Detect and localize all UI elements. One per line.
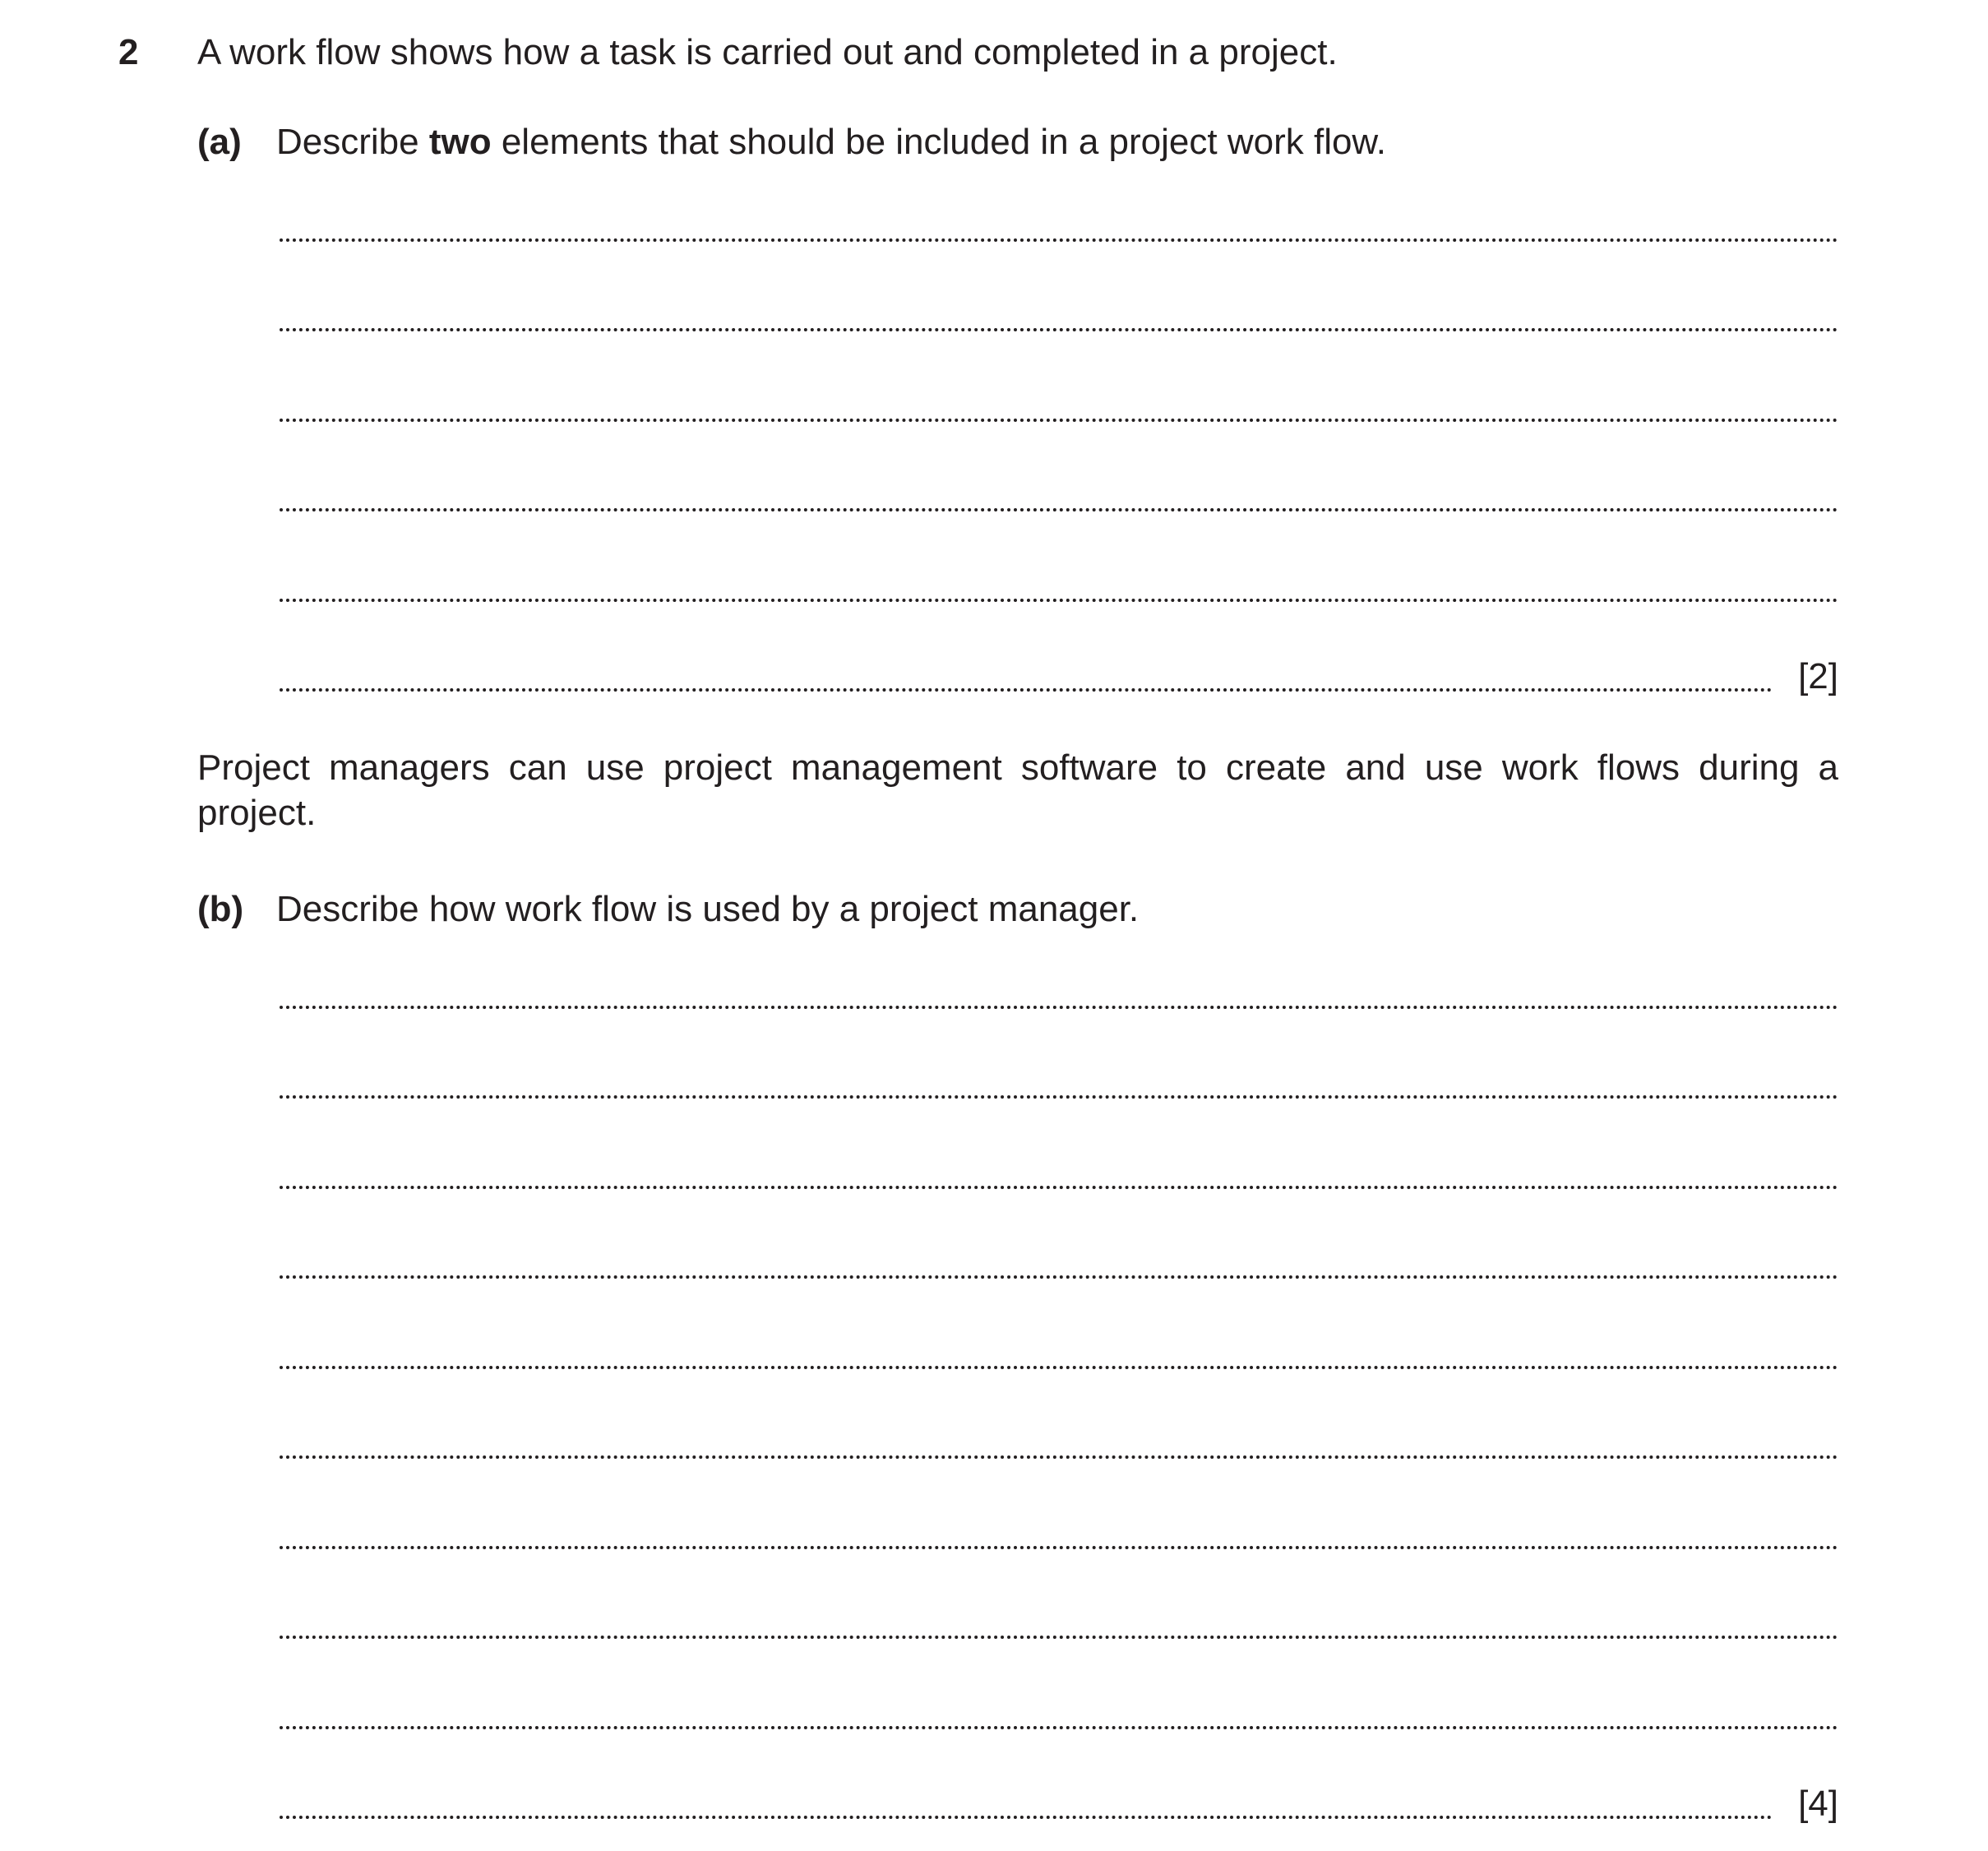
part-b-answer-line[interactable] bbox=[280, 919, 1838, 1009]
part-a-answer-line[interactable] bbox=[280, 151, 1838, 242]
part-a-answer-line[interactable] bbox=[280, 422, 1838, 512]
part-a-prompt-emphasis: two bbox=[428, 122, 492, 162]
part-b-label: (b) bbox=[197, 889, 244, 929]
part-b-answer-line[interactable] bbox=[280, 1729, 1838, 1824]
part-b-answer-line[interactable] bbox=[280, 1369, 1838, 1460]
dotted-rule bbox=[280, 1816, 1773, 1819]
dotted-rule bbox=[280, 688, 1773, 692]
part-a-answer-line[interactable] bbox=[280, 331, 1838, 422]
part-b-answer-area[interactable] bbox=[280, 919, 1838, 1824]
part-b-answer-line[interactable] bbox=[280, 1279, 1838, 1369]
part-a-answer-area[interactable] bbox=[280, 151, 1838, 696]
part-b-answer-line[interactable] bbox=[280, 1009, 1838, 1099]
part-a-prompt-end: elements that should be included in a project work flow. bbox=[491, 122, 1387, 162]
part-b-prompt: Describe how work flow is used by a project manager. bbox=[276, 889, 1140, 929]
part-b-answer-line[interactable] bbox=[280, 1549, 1838, 1640]
part-a-answer-line[interactable] bbox=[280, 511, 1838, 602]
question-number: 2 bbox=[118, 32, 139, 72]
question-intro: A work flow shows how a task is carried out and completed in a project. bbox=[197, 32, 1338, 72]
part-a-answer-line[interactable] bbox=[280, 242, 1838, 332]
part-b-marks: [4] bbox=[1798, 1784, 1838, 1824]
part-b-answer-line[interactable] bbox=[280, 1639, 1838, 1729]
part-b-answer-line[interactable] bbox=[280, 1459, 1838, 1549]
part-a-prompt-start: Describe bbox=[276, 122, 429, 162]
context-paragraph: Project managers can use project management software to create and use work flows during a project. bbox=[197, 747, 1838, 833]
part-b-answer-line[interactable] bbox=[280, 1099, 1838, 1189]
part-a-answer-line[interactable] bbox=[280, 602, 1838, 696]
part-b-answer-line[interactable] bbox=[280, 1189, 1838, 1280]
part-a-label: (a) bbox=[197, 122, 242, 162]
part-a-marks: [2] bbox=[1798, 656, 1838, 696]
